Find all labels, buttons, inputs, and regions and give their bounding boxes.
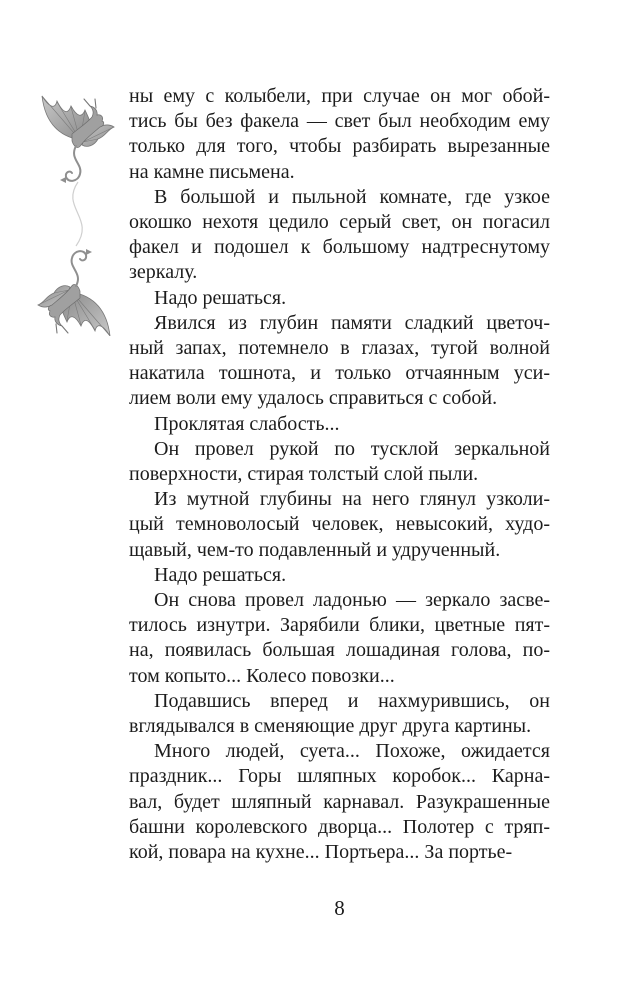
page-number: 8 — [334, 896, 345, 920]
text-line: только для того, чтобы разбирать вырезанные — [129, 135, 550, 158]
text-line: Он провел рукой по тусклой зеркальной — [154, 437, 550, 460]
text-line: ный запах, потемнело в глазах, тугой волной — [129, 337, 550, 360]
text-line: поверхности, стирая толстый слой пыли. — [129, 463, 479, 486]
text-line: на камне письмена. — [129, 160, 295, 183]
paragraph — [129, 437, 550, 487]
text-line: Проклятая слабость... — [154, 412, 340, 435]
text-line: Подавшись вперед и нахмурившись, он — [154, 689, 550, 712]
text-line: кой, повара на кухне... Портьера... За портье- — [129, 841, 513, 864]
text-line: Много людей, суета... Похоже, ожидается — [154, 740, 550, 763]
text-line: вглядывался в сменяющие друг друга картины. — [129, 715, 532, 738]
text-line: щавый, чем-то подавленный и удрученный. — [129, 538, 501, 561]
page-text — [129, 84, 550, 865]
dragon-ornament-bottom — [38, 249, 110, 336]
text-line: факел и подошел к большому надтреснутому — [129, 236, 550, 259]
paragraph — [129, 185, 550, 286]
text-line: цый темноволосый человек, невысокий, худо- — [129, 513, 550, 536]
swirl-line — [73, 182, 82, 246]
text-line: В большой и пыльной комнате, где узкое — [154, 185, 550, 208]
text-line: Из мутной глубины на него глянул узколи- — [154, 488, 550, 511]
text-line: Надо решаться. — [154, 286, 287, 309]
text-line: окошко нехотя цедило серый свет, он погасил — [129, 211, 550, 234]
text-line: тилось изнутри. Зарябили блики, цветные пят- — [129, 614, 550, 637]
text-line: том копыто... Колесо повозки... — [129, 664, 395, 687]
dragon-ornament-top — [42, 96, 114, 183]
dragon-ornament — [36, 84, 120, 336]
text-line: Явился из глубин памяти сладкий цветоч- — [154, 311, 550, 334]
paragraph — [129, 84, 550, 185]
text-line: накатила тошнота, и только отчаянным уси- — [129, 362, 550, 385]
text-line: праздник... Горы шляпных коробок... Карна- — [129, 765, 550, 788]
paragraph — [129, 739, 550, 865]
paragraph — [129, 286, 550, 311]
text-line: тись бы без факела — свет был необходим ему — [129, 110, 550, 133]
text-line: Надо решаться. — [154, 563, 287, 586]
paragraph — [129, 487, 550, 563]
paragraph — [129, 412, 550, 437]
text-line: зеркалу. — [129, 261, 198, 284]
text-line: лием воли ему удалось справиться с собой. — [129, 387, 498, 410]
text-line: ны ему с колыбели, при случае он мог обой- — [129, 85, 550, 107]
text-line: Он снова провел ладонью — зеркало засве- — [154, 589, 550, 612]
paragraph — [129, 689, 550, 739]
paragraph — [129, 311, 550, 412]
text-line: башни королевского дворца... Полотер с тряп- — [129, 815, 550, 838]
paragraph — [129, 563, 550, 588]
text-line: вал, будет шляпный карнавал. Разукрашенные — [129, 790, 550, 813]
text-line: на, появилась большая лошадиная голова, по- — [129, 639, 550, 662]
paragraph — [129, 588, 550, 689]
